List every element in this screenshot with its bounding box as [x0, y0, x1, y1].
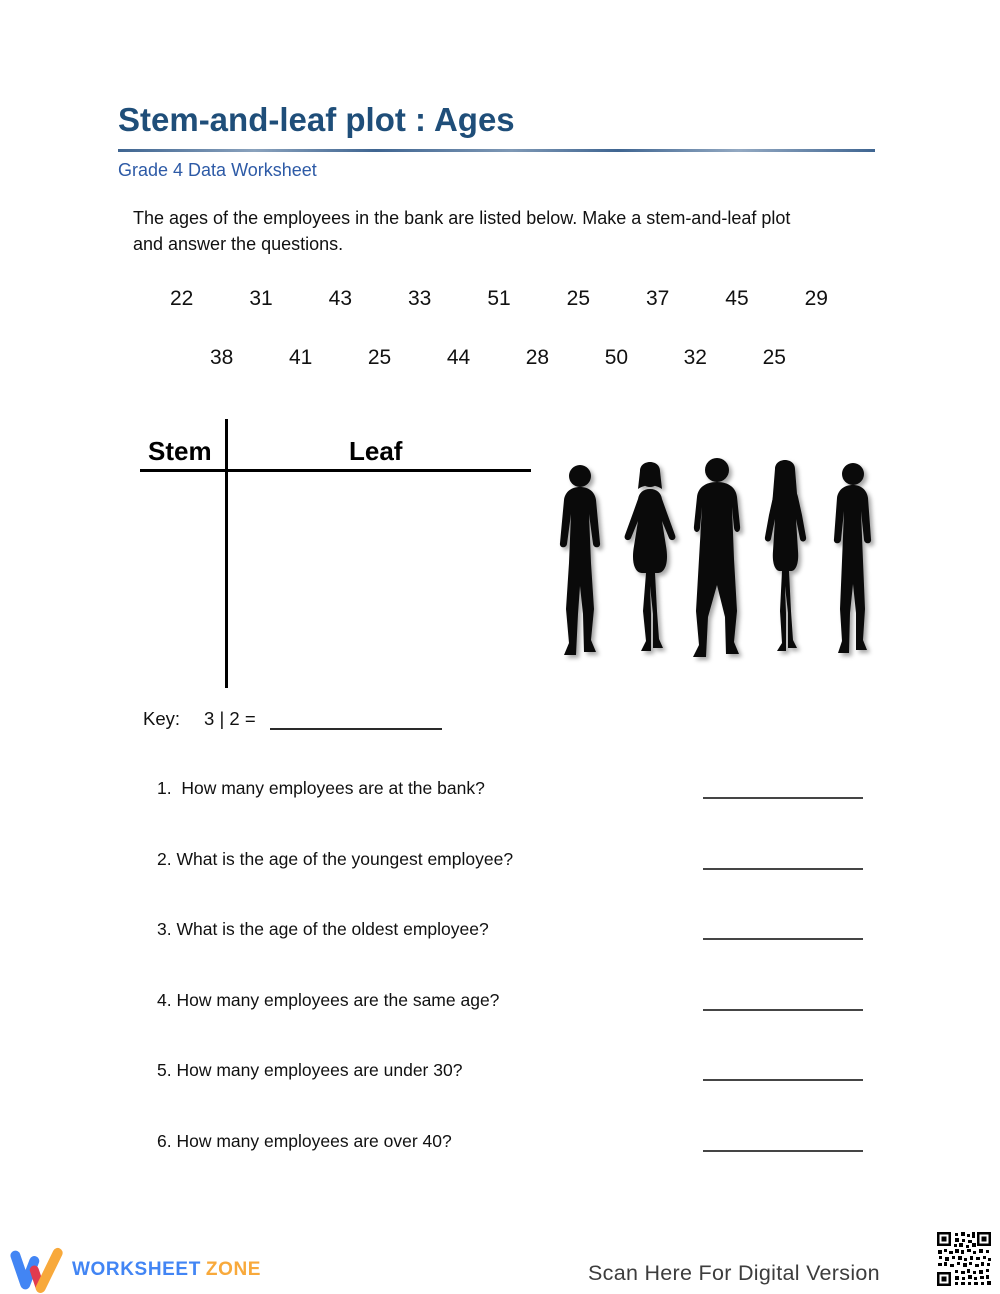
- answer-blank-4[interactable]: [703, 991, 863, 1011]
- age-value: 38: [210, 346, 234, 369]
- instructions-line-2: and answer the questions.: [133, 234, 344, 254]
- table-horizontal-line: [140, 469, 531, 472]
- answer-blank-1[interactable]: [703, 779, 863, 799]
- age-value: 37: [645, 287, 670, 310]
- question-text: 2. What is the age of the youngest employee?: [157, 849, 514, 869]
- key-row: [143, 708, 442, 730]
- age-value: 28: [525, 346, 550, 369]
- title-divider: [118, 149, 875, 152]
- silhouettes-image: [545, 450, 885, 662]
- question-row-3: [157, 919, 863, 940]
- leaf-column-header: Leaf: [349, 436, 403, 466]
- worksheet-zone-logo: [10, 1245, 261, 1294]
- age-value: 45: [725, 287, 749, 310]
- w-logo-icon: [10, 1245, 64, 1294]
- key-answer-blank[interactable]: [270, 708, 442, 730]
- page-subtitle: Grade 4 Data Worksheet: [118, 160, 317, 180]
- question-text: 6. How many employees are over 40?: [157, 1131, 452, 1151]
- age-value: 33: [407, 287, 432, 310]
- qr-code: [935, 1230, 993, 1293]
- age-value: 44: [446, 346, 471, 369]
- scan-here-text: Scan Here For Digital Version: [588, 1261, 880, 1285]
- brand-text: [72, 1259, 261, 1281]
- five-business-people-silhouettes: [545, 450, 885, 667]
- age-value: 43: [328, 287, 353, 310]
- age-value: 22: [170, 287, 194, 310]
- age-value: 25: [367, 346, 392, 369]
- answer-blank-6[interactable]: [703, 1132, 863, 1152]
- age-value: 25: [762, 346, 786, 369]
- question-row-5: [157, 1060, 863, 1081]
- key-label: Key:: [143, 708, 181, 729]
- brand-zone: ZONE: [205, 1259, 262, 1280]
- answer-blank-3[interactable]: [703, 920, 863, 940]
- key-example: 3 | 2 =: [204, 708, 256, 729]
- ages-row-2: [210, 346, 786, 370]
- question-row-4: [157, 990, 863, 1011]
- question-text: 4. How many employees are the same age?: [157, 990, 500, 1010]
- ages-row-1: [170, 287, 828, 311]
- brand-name: WORKSHEET: [72, 1259, 201, 1280]
- question-row-6: [157, 1131, 863, 1152]
- question-text: 5. How many employees are under 30?: [157, 1060, 463, 1080]
- age-value: 51: [487, 287, 511, 310]
- age-value: 29: [804, 287, 828, 310]
- question-row-2: [157, 849, 863, 870]
- question-text: 1. How many employees are at the bank?: [157, 778, 485, 798]
- age-value: 25: [566, 287, 590, 310]
- page-title: Stem-and-leaf plot : Ages: [118, 101, 515, 138]
- table-vertical-line: [225, 419, 228, 688]
- age-value: 41: [288, 346, 313, 369]
- age-value: 32: [683, 346, 707, 369]
- answer-blank-2[interactable]: [703, 850, 863, 870]
- age-value: 50: [604, 346, 629, 369]
- instructions-line-1: The ages of the employees in the bank are listed below. Make a stem-and-leaf plot: [133, 208, 791, 228]
- age-value: 31: [249, 287, 273, 310]
- stem-column-header: Stem: [148, 436, 212, 466]
- answer-blank-5[interactable]: [703, 1061, 863, 1081]
- qr-code-image: [935, 1230, 993, 1288]
- question-row-1: [157, 778, 863, 799]
- question-text: 3. What is the age of the oldest employee?: [157, 919, 489, 939]
- instructions: [133, 205, 790, 257]
